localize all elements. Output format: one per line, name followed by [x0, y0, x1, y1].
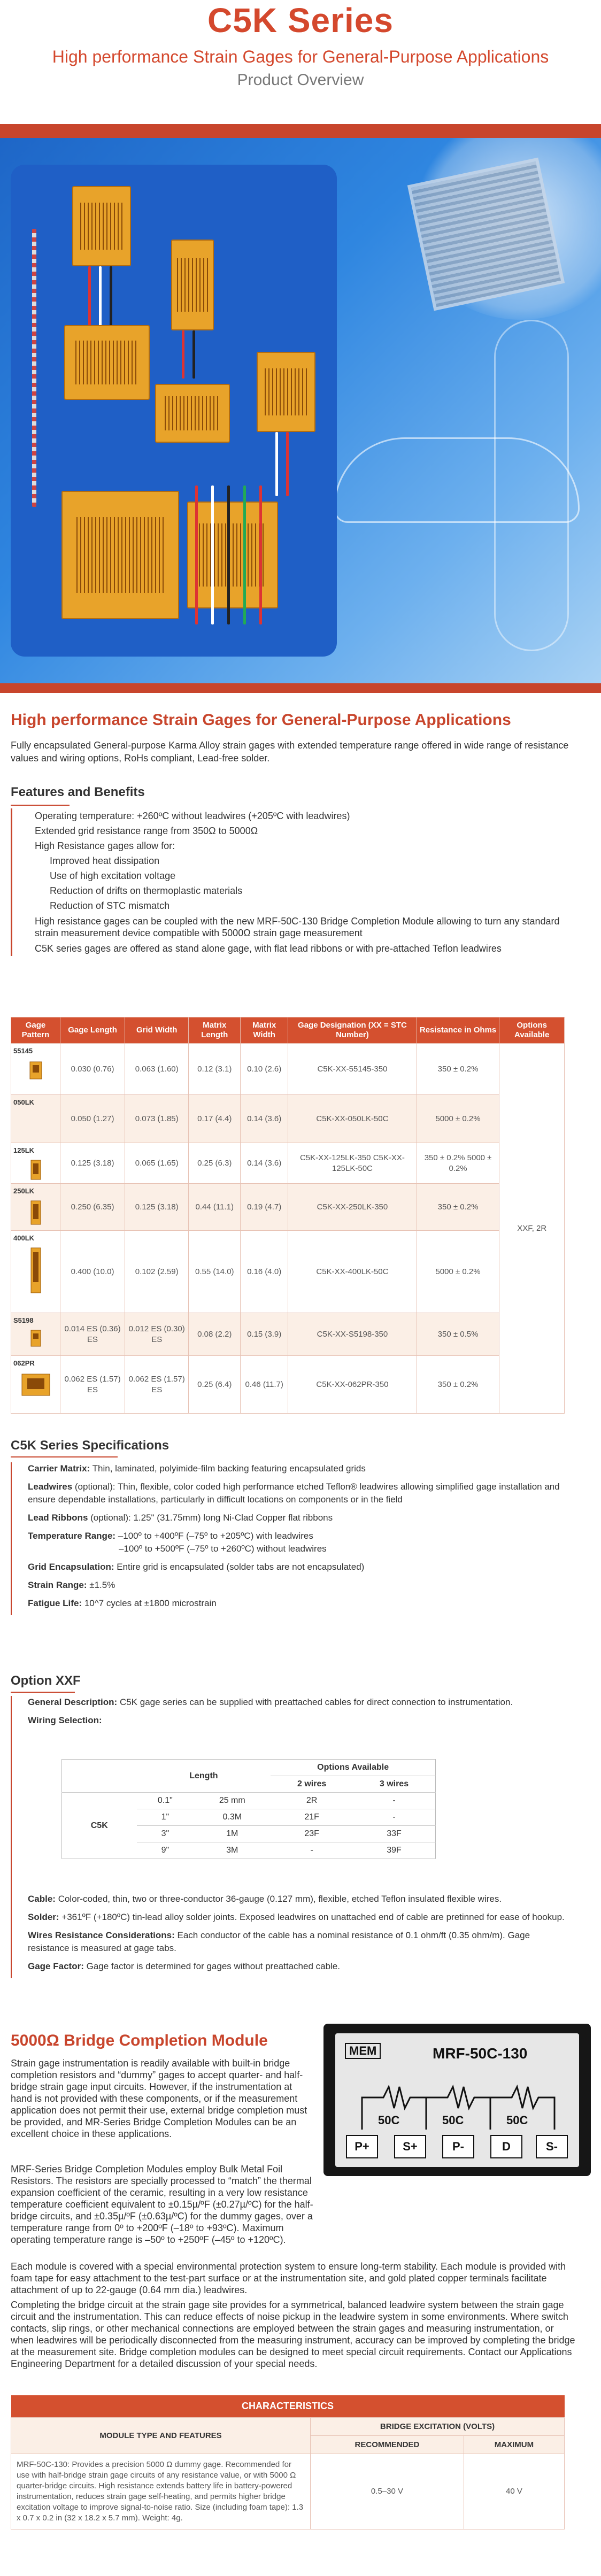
gage-designation: C5K-XX-S5198-350 — [288, 1313, 417, 1356]
maximum-excitation: 40 V — [464, 2454, 564, 2529]
gage-designation: C5K-XX-55145-350 — [288, 1044, 417, 1095]
bridge-paragraph-4: Completing the bridge circuit at the strain gage site provides for a symmetrical, balanced leadwire system between the strain gage circuit and the instrumentation. This can reduce effects of noise pickup in the leadwire system in some environments. Where switch contacts, slip rings, or other mechanical connections are employed between the strain gages and measuring instrumentation, or when leadwires will be periodically disconnected from the measuring instrument, accuracy can be improved by completing the bridge at the measurement site. Bridge completion modules can be designed to meet special circuit requirements. Contact our Applications Engineering Department for a detailed discussion of your special needs. — [11, 2300, 575, 2369]
option-2-wires: 2R — [271, 1793, 353, 1809]
lead-wire — [227, 485, 230, 624]
features-heading: Features and Benefits — [11, 785, 145, 799]
options-available: XXF, 2R — [499, 1044, 565, 1414]
characteristics-table — [11, 2395, 565, 2529]
module-name: MRF-50C-130 — [433, 2045, 528, 2062]
table-row — [11, 1231, 565, 1313]
lead-wire — [259, 485, 262, 624]
length-metric: 0.3M — [194, 1809, 271, 1826]
grid-width: 0.012 ES (0.30) ES — [125, 1313, 189, 1356]
matrix-width: 0.19 (4.7) — [241, 1184, 288, 1231]
option-3-wires: - — [353, 1793, 436, 1809]
features-list — [11, 808, 577, 956]
matrix-length: 0.25 (6.4) — [189, 1356, 241, 1414]
car-outline-graphic — [334, 437, 580, 523]
option-xxf-heading: Option XXF — [11, 1673, 81, 1688]
table-row — [62, 1793, 436, 1809]
option-2-wires: - — [271, 1842, 353, 1859]
spec-item: Fatigue Life: 10^7 cycles at ±1800 microstrain — [28, 1598, 217, 1608]
table-row — [11, 1044, 565, 1095]
pattern-name: 400LK — [13, 1234, 35, 1242]
gage-length: 0.125 (3.18) — [60, 1143, 125, 1184]
header — [0, 0, 601, 123]
col-resistance: Resistance in Ohms — [417, 1017, 499, 1044]
specs-rule — [11, 1456, 118, 1457]
pin-s-minus: S- — [536, 2135, 568, 2158]
length-in: 9" — [137, 1842, 194, 1859]
length-in: 0.1" — [137, 1793, 194, 1809]
col-options: Options Available — [499, 1017, 565, 1044]
option-2-wires: 23F — [271, 1826, 353, 1842]
option-3-wires: - — [353, 1809, 436, 1826]
spec-item: Leadwires (optional): Thin, flexible, color coded high performance etched Teflon® leadwires allowing simplified gage installation and ensure dependable installations, particularly in difficult locations on components or in the field — [28, 1482, 560, 1505]
characteristics-title: CHARACTERISTICS — [11, 2395, 565, 2418]
table-row — [11, 1356, 565, 1414]
wiring-selection-label: Wiring Selection: — [28, 1715, 102, 1725]
strain-gage-sample — [64, 325, 150, 400]
col-gage-pattern: Gage Pattern — [11, 1017, 60, 1044]
grid-width: 0.063 (1.60) — [125, 1044, 189, 1095]
pattern-name: S5198 — [13, 1316, 34, 1324]
resistance: 5000 ± 0.2% — [417, 1231, 499, 1313]
matrix-length: 0.17 (4.4) — [189, 1095, 241, 1143]
note-cable: Cable: Color-coded, thin, two or three-conductor 36-gauge (0.127 mm), flexible, etched Teflon insulated flexible wires. — [28, 1894, 502, 1904]
resistance: 5000 ± 0.2% — [417, 1095, 499, 1143]
matrix-length: 0.12 (3.1) — [189, 1044, 241, 1095]
gage-designation: C5K-XX-062PR-350 — [288, 1356, 417, 1414]
length-in: 1" — [137, 1809, 194, 1826]
gage-designation: C5K-XX-250LK-350 — [288, 1184, 417, 1231]
note-wires-resistance: Wires Resistance Considerations: Each conductor of the cable has a nominal resistance of 0.1 ohm/ft (0.35 ohm/m). Gage resistance is measured at gage tabs. — [28, 1930, 530, 1953]
bridge-excitation-header: BRIDGE EXCITATION (VOLTS) — [311, 2418, 565, 2436]
table-row — [11, 1095, 565, 1143]
col-grid-width: Grid Width — [125, 1017, 189, 1044]
pattern-icon — [20, 1372, 52, 1399]
gage-length: 0.014 ES (0.36) ES — [60, 1313, 125, 1356]
resistance: 350 ± 0.2% — [417, 1356, 499, 1414]
length-header: Length — [137, 1760, 271, 1793]
gage-length: 0.050 (1.27) — [60, 1095, 125, 1143]
strain-gage-sample — [61, 491, 179, 619]
specs-heading: C5K Series Specifications — [11, 1438, 169, 1453]
strain-gage-sample — [171, 240, 214, 330]
three-wires-header: 3 wires — [353, 1776, 436, 1793]
recommended-excitation: 0.5–30 V — [311, 2454, 464, 2529]
matrix-width: 0.14 (3.6) — [241, 1095, 288, 1143]
resistance: 350 ± 0.2% — [417, 1184, 499, 1231]
general-description: General Description: C5K gage series can be supplied with preattached cables for direct connection to instrumentation. — [28, 1697, 513, 1707]
series-label: C5K — [62, 1793, 137, 1859]
lead-wire — [286, 432, 289, 496]
option-3-wires: 33F — [353, 1826, 436, 1842]
microchip-graphic — [407, 158, 565, 311]
options-header: Options Available — [271, 1760, 435, 1776]
resistance: 350 ± 0.2% 5000 ± 0.2% — [417, 1143, 499, 1184]
feature-item: Extended grid resistance range from 350Ω to 5000Ω — [35, 826, 258, 836]
pin-d: D — [490, 2135, 522, 2158]
intro-heading: High performance Strain Gages for General-Purpose Applications — [11, 711, 511, 729]
spec-item: –100º to +500ºF (–75º to +260ºC) without leadwires — [119, 1544, 327, 1554]
feature-subitem: Reduction of STC mismatch — [50, 900, 170, 911]
feature-item: High Resistance gages allow for: — [35, 840, 175, 851]
grid-width: 0.102 (2.59) — [125, 1231, 189, 1313]
recommended-header: RECOMMENDED — [311, 2436, 464, 2454]
feature-item: C5K series gages are offered as stand alone gage, with flat lead ribbons or with pre-attached Teflon leadwires — [35, 943, 502, 954]
two-wires-header: 2 wires — [271, 1776, 353, 1793]
matrix-length: 0.44 (11.1) — [189, 1184, 241, 1231]
length-metric: 3M — [194, 1842, 271, 1859]
note-solder: Solder: +361ºF (+180ºC) tin-lead alloy solder joints. Exposed leadwires on unattached end of cable are pretinned for ease of hookup. — [28, 1912, 565, 1922]
hero-divider — [0, 683, 601, 693]
pattern-icon — [28, 1329, 44, 1348]
length-in: 3" — [137, 1826, 194, 1842]
table-row — [11, 1313, 565, 1356]
pattern-name: 050LK — [13, 1098, 35, 1106]
matrix-length: 0.25 (6.3) — [189, 1143, 241, 1184]
table-header-row — [11, 1017, 565, 1044]
matrix-width: 0.46 (11.7) — [241, 1356, 288, 1414]
specs-list — [11, 1462, 565, 1615]
features-rule — [11, 805, 70, 806]
lead-wire — [211, 485, 214, 624]
gage-length: 0.062 ES (1.57) ES — [60, 1356, 125, 1414]
bridge-paragraph-2: MRF-Series Bridge Completion Modules employ Bulk Metal Foil Resistors. The resistors are specially processed to “match” the thermal expansion coefficient of the ceramic, resulting in a very low resistance temperature coefficient equivalent to ±0.15µ/ºF (±0.27µ/ºC) for the half-bridge circuits, and ±0.35µ/ºF (±0.63µ/ºC) for the dummy gages, over a temperature range from 0º to +200ºF (–18º to +93ºC). Maximum operating temperature range is –50º to +250ºF (–45º to +120ºC). — [11, 2164, 313, 2245]
gage-designation: C5K-XX-400LK-50C — [288, 1231, 417, 1313]
module-description: MRF-50C-130: Provides a precision 5000 Ω dummy gage. Recommended for use with half-bridge strain gage circuits of any resistance value, or with 5000 Ω quarter-bridge circuits. High resistance extends battery life in battery-powered instrumentation, reduces strain gage self-heating, and permits higher bridge excitation voltage to improve signal-to-noise ratio. Size (including foam tape): 1.3 x 0.7 x 0.2 in (32 x 18.2 x 5.7 mm). Weight: 4g. — [11, 2454, 311, 2529]
table-row — [11, 2454, 565, 2529]
pattern-icon — [28, 1060, 44, 1081]
spec-item: Temperature Range: –100º to +400ºF (–75º to +205ºC) with leadwires — [28, 1531, 313, 1541]
lead-wire — [192, 330, 195, 379]
feature-subitem: Reduction of drifts on thermoplastic materials — [50, 885, 243, 896]
col-matrix-length: Matrix Length — [189, 1017, 241, 1044]
feature-subitem: Improved heat dissipation — [50, 855, 160, 866]
bridge-paragraph-3: Each module is covered with a special environmental protection system to ensure long-term stability. Each module is provided with foam tape for easy attachment to the test-part surface or at the instrumentation site, and gold plated copper terminals facilitate attachment of up to 22-gauge (0.64 mm dia.) leadwires. — [11, 2261, 566, 2295]
bridge-heading: 5000Ω Bridge Completion Module — [11, 2032, 268, 2049]
col-gage-length: Gage Length — [60, 1017, 125, 1044]
strain-gage-sample — [155, 384, 230, 443]
matrix-length: 0.08 (2.2) — [189, 1313, 241, 1356]
grid-width: 0.062 ES (1.57) ES — [125, 1356, 189, 1414]
gage-pattern-table — [11, 1017, 565, 1414]
matrix-width: 0.16 (4.0) — [241, 1231, 288, 1313]
resistance: 350 ± 0.5% — [417, 1313, 499, 1356]
resistor-label: 50C — [378, 2114, 400, 2127]
lead-wire — [195, 485, 198, 624]
lead-wire — [243, 485, 246, 624]
mem-logo: MEM — [345, 2043, 381, 2059]
coiled-wire — [32, 229, 36, 507]
strain-gage-photo-panel — [11, 165, 337, 657]
spec-item: Grid Encapsulation: Entire grid is encapsulated (solder tabs are not encapsulated) — [28, 1562, 365, 1572]
resistor-label: 50C — [506, 2114, 528, 2127]
pin-p-minus: P- — [442, 2135, 474, 2158]
spec-item: Lead Ribbons (optional): 1.25" (31.75mm) long Ni-Clad Copper flat ribbons — [28, 1513, 333, 1523]
strain-gage-sample — [72, 186, 131, 266]
gage-length: 0.030 (0.76) — [60, 1044, 125, 1095]
table-row — [11, 1143, 565, 1184]
gage-length: 0.250 (6.35) — [60, 1184, 125, 1231]
strain-gage-sample — [257, 352, 315, 432]
pattern-icon — [28, 1200, 44, 1227]
option-xxf-rule — [11, 1692, 75, 1693]
gage-length: 0.400 (10.0) — [60, 1231, 125, 1313]
pattern-name: 125LK — [13, 1146, 35, 1154]
grid-width: 0.073 (1.85) — [125, 1095, 189, 1143]
bridge-module-image — [323, 2024, 591, 2176]
spec-item: Carrier Matrix: Thin, laminated, polyimide-film backing featuring encapsulated grids — [28, 1463, 366, 1474]
pin-s-plus: S+ — [394, 2135, 426, 2158]
page-subtitle: High performance Strain Gages for General-Purpose Applications — [52, 47, 549, 66]
pattern-name: 55145 — [13, 1047, 33, 1055]
spec-item: Strain Range: ±1.5% — [28, 1580, 115, 1590]
matrix-width: 0.10 (2.6) — [241, 1044, 288, 1095]
table-row — [11, 1184, 565, 1231]
pattern-icon — [28, 1247, 44, 1295]
bridge-paragraph-1: Strain gage instrumentation is readily available with built-in bridge completion resistors and “dummy” gages to accept quarter- and half-bridge strain gage input circuits. However, if the instrumentation at hand is not provided with these components, or if the measurement application does not permit their use, external bridge completion must be provided, and MR-Series Bridge Completion Modules can be an excellent choice in these applications. — [11, 2058, 307, 2139]
pattern-name: 250LK — [13, 1187, 35, 1195]
feature-item: Operating temperature: +260ºC without leadwires (+205ºC with leadwires) — [35, 811, 350, 821]
page-tagline: Product Overview — [237, 71, 364, 89]
feature-subitem: Use of high excitation voltage — [50, 870, 176, 881]
feature-item: High resistance gages can be coupled with the new MRF-50C-130 Bridge Completion Module allowing to turn any standard strain measurement device compatible with 5000Ω strain gage measurement — [35, 916, 560, 938]
intro-text: Fully encapsulated General-purpose Karma Alloy strain gages with extended temperature range offered in wide range of resistance values and wiring options, RoHs compliant, Lead-free solder. — [11, 740, 569, 763]
pattern-icon — [28, 1159, 44, 1181]
length-metric: 1M — [194, 1826, 271, 1842]
hero-image — [0, 138, 601, 683]
module-type-header: MODULE TYPE AND FEATURES — [11, 2418, 311, 2454]
resistor-label: 50C — [442, 2114, 464, 2127]
lead-wire — [182, 330, 184, 379]
pin-p-plus: P+ — [346, 2135, 378, 2158]
option-xxf-notes — [11, 1893, 565, 1978]
gage-designation: C5K-XX-050LK-50C — [288, 1095, 417, 1143]
matrix-width: 0.14 (3.6) — [241, 1143, 288, 1184]
grid-width: 0.065 (1.65) — [125, 1143, 189, 1184]
resistance: 350 ± 0.2% — [417, 1044, 499, 1095]
gage-designation: C5K-XX-125LK-350 C5K-XX-125LK-50C — [288, 1143, 417, 1184]
matrix-length: 0.55 (14.0) — [189, 1231, 241, 1313]
col-matrix-width: Matrix Width — [241, 1017, 288, 1044]
grid-width: 0.125 (3.18) — [125, 1184, 189, 1231]
matrix-width: 0.15 (3.9) — [241, 1313, 288, 1356]
option-2-wires: 21F — [271, 1809, 353, 1826]
pattern-name: 062PR — [13, 1359, 35, 1367]
option-3-wires: 39F — [353, 1842, 436, 1859]
length-metric: 25 mm — [194, 1793, 271, 1809]
lead-wire — [275, 432, 278, 496]
col-designation: Gage Designation (XX = STC Number) — [288, 1017, 417, 1044]
strain-gage-sample — [187, 502, 278, 608]
page-title: C5K Series — [207, 1, 394, 40]
maximum-header: MAXIMUM — [464, 2436, 564, 2454]
wiring-selection-table — [61, 1759, 436, 1859]
header-divider — [0, 124, 601, 138]
note-gage-factor: Gage Factor: Gage factor is determined for gages without preattached cable. — [28, 1961, 340, 1971]
